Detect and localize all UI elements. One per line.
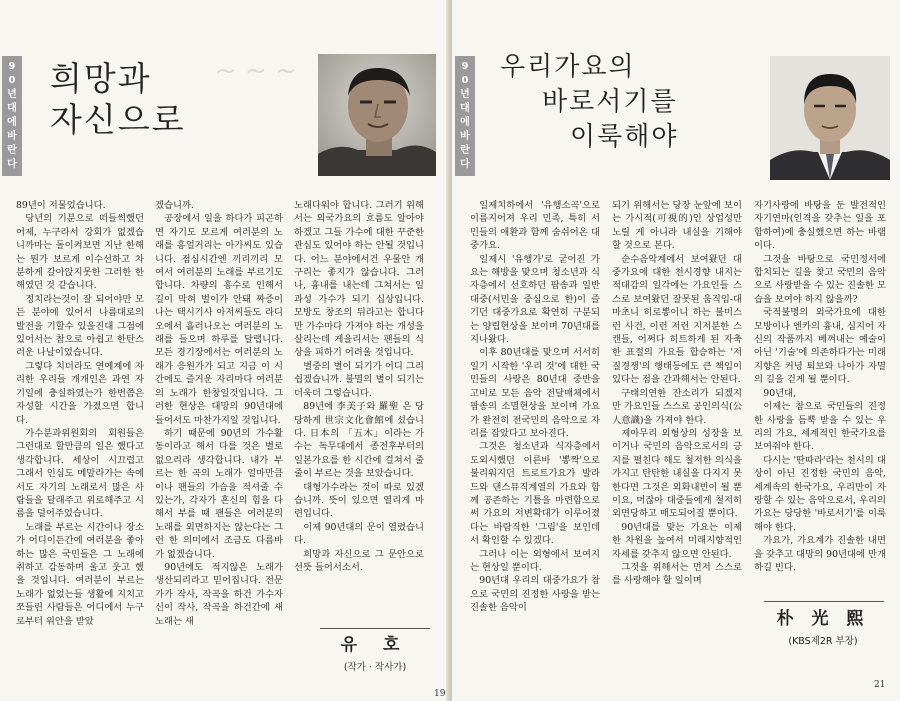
title-line: 희망과 (50, 59, 152, 98)
paragraph: 90년대를 맞는 가요는 이제 한 차원을 높여서 미래지향적인 자세를 갖추지 않으면 안된다. (612, 521, 742, 560)
author-name: 유 호 (340, 635, 410, 655)
author-photo-left (318, 54, 436, 176)
paragraph: 89년이 저물었습니다. (16, 200, 106, 211)
paragraph: 그것은 청소년과 식자층에서 도외시했던 이른바 '뽕짝'으로 불리워지던 트로트가요가 발라드와 댄스뮤직계열의 가요와 함께 공존하는 기틀을 마련함으로써 가요의 저변확대가 이루어졌다는 바람직한 '그림'을 보인데서 확인할 수 있겠다. (470, 441, 600, 547)
paragraph: 순수음악계에서 보여왔던 대중가요에 대한 천시경향 내지는 적대감의 일각에는 가요인들 스스로 보여왔던 잘못된 움직임-대마초니 히로뽕이니 하는 불미스런 사건, 이런 저런 지저분한 스캔들, 어쩌다 히트하게 된 자축한 표절의 가요들 합승하는 '저질경쟁'의 행태등에도 큰 책임이 있다는 점을 간과해서는 안된다. (612, 253, 742, 386)
paragraph: 자기사랑에 바탕을 둔 발전적인 자기연마(인격을 갖추는 일을 포함하여)에 충실했으면 하는 바램이다. (754, 200, 886, 252)
left-page (0, 0, 448, 701)
tab-char: 0 (8, 75, 16, 86)
tab-char: 9 (461, 61, 469, 72)
paragraph: 되기 위해서는 당장 눈앞에 보이는 가시적(可視的)인 상업성만 노릴 게 아니라 내실을 기해야 할 것으로 본다. (612, 200, 742, 252)
paragraph: 가요가, 가요계가 진솔한 내면을 갖추고 대망의 90년대에 만개하길 빈다. (754, 535, 886, 573)
author-divider (764, 601, 884, 602)
paragraph: 노래다워야 합니다. 그러기 위해서는 외국가요의 흐름도 알아야 하겠고 그들 가수에 대한 꾸준한 관심도 있어야 하는 안될 것입니다. 어느 분야에서건 우물안 개구리는 좋지가 않습니다. 그러나, 흉내를 내는데 그쳐서는 일과성 가수가 되기 십상입니다. 모방도 창조의 뒤라고는 합니다만 가수마다 가져야 하는 개성을 살리는데 게을리서는 팬들의 식상을 피하기 어려울 것입니다. (294, 200, 424, 359)
article-title-left (50, 58, 186, 140)
tab-char: 다 (7, 159, 17, 170)
title-line: 우리가요의 (500, 52, 636, 82)
page-number-left: 19 (434, 689, 446, 699)
paragraph: 90년대, (763, 387, 797, 399)
text-column-right-3 (754, 199, 886, 599)
title-line: 자신으로 (50, 100, 186, 139)
section-tab-left (2, 56, 22, 176)
author-photo-right (770, 56, 890, 180)
tab-char: 에 (7, 117, 17, 128)
paragraph: 희망과 자신으로 그 문안으로 선뜻 들어서소서. (294, 548, 424, 573)
text-column-right-2 (612, 199, 742, 689)
paragraph: 정치라는것이 잘 되어야만 모든 분야에 있어서 나름대로의 발전을 기할수 있을진대 그점에 있어서는 참으로 아쉽고 한탄스러운 나날이었습니다. (16, 293, 144, 359)
tab-char: 대 (7, 103, 17, 114)
paragraph: 이제 90년대의 문이 열렸습니다. (294, 521, 424, 547)
author-role: (작가 · 작사가) (343, 662, 407, 673)
author-byline-left (310, 630, 440, 673)
text-column-right-1 (470, 199, 600, 689)
paragraph: 일제시 '유행가'로 굳어진 가요는 해방을 맞으며 청소년과 식자층에서 선호하던 팝송과 일반대중(서민을 중심으로 한)이 즐기던 대중가요로 확연히 구분되는 양립현상을 보이며 70년대를 지나왔다. (470, 253, 600, 346)
paragraph: 구태의연한 잔소리가 되겠지만 가요인들 스스로 공인의식(公人意識)을 가져야 한다. (612, 387, 742, 426)
paragraph: 제아무리 외형상의 성장을 보이거나 국민의 음악으로서의 긍지를 펼친다 해도 철저한 의식을 가지고 탄탄한 내실을 다지지 못한다면 그것은 외화내빈이 될 뿐이요, 머잖아 대중들에게 철저히 외면당하고 매도되어질 뿐이다. (612, 427, 742, 520)
paragraph: 하기 때문에 90년의 가수활동이라고 해서 다를 것은 별로 없으리라 생각합니다. 내가 부르는 한 곡의 노래가 얼마만큼이나 팬들의 가슴을 적셔줄 수 있는가, 각자가 혼신의 힘을 다해서 부를 때 팬들은 여러분의 노래를 외면하지는 않는다는 그런 한 의미에서 조금도 다름바가 없겠습니다. (155, 427, 283, 560)
author-byline-right (758, 604, 888, 647)
paragraph: 겠습니까. (155, 200, 194, 211)
paragraph: 이제는 참으로 국민들의 진정한 사랑을 듬뿍 받을 수 있는 우리의 가요, 세계적인 한국가요를 보여줘야 한다. (754, 401, 886, 453)
paragraph: 그러나 이는 외형에서 보여지는 현상일 뿐이다. (470, 548, 600, 573)
tab-char: 년 (7, 89, 17, 100)
paragraph: 그것을 바탕으로 국민정서에 합치되는 길을 찾고 국민의 음악으로 사랑받을 수 있는 진솔한 모습을 보여야 하지 않을까? (754, 253, 886, 305)
section-tab-right (455, 56, 475, 176)
author-name: 朴 光 熙 (776, 609, 870, 629)
paragraph: 당년의 기분으로 떠들썩했던 어제, 누구라서 강회가 없겠습니까마는 돌이켜보면 지난 한해는 뭔가 보르게 이수선하고 차분하게 갈아앉지못한 그러한 한해였던 것 같습니다. (16, 213, 144, 292)
paragraph: 국적불명의 외국가요에 대한 모방이나 엔카의 흉내, 심지어 자신의 작품까지 베껴내는 예술이 아닌 '기술'에 의존하다가는 미래지향은 커녕 퇴보와 나아가 자멸의 길을 걷게 될 뿐이다. (754, 307, 886, 386)
paragraph: 대형가수라는 것이 따로 있겠습니까. 뜻이 있으면 열리게 마련입니다. (294, 481, 424, 520)
page-number-right: 21 (874, 680, 886, 690)
tab-char: 9 (8, 61, 16, 72)
paragraph: 그렇다 치더라도 연예계에 자리한 우리들 개개인은 과연 자기일에 충실하였는가 한번쯤은 자성할 시간을 가졌으면 합니다. (16, 360, 144, 426)
paragraph: 90년대 우리의 대중가요가 참으로 국민의 진정한 사랑을 받는 진솔한 음악이 (470, 575, 600, 614)
tab-char: 대 (460, 103, 470, 114)
paragraph: 89년에 李美子와 羅聖 은 당당하게 世宗文化會館에 섰습니다. 日本의 「五木」이라는 가수는 독무대에서 종전후부터의 일본가요를 한 시간에 걸쳐서 줄줄이 부르는 것을 보았습니다. (294, 401, 424, 480)
tab-char: 년 (460, 89, 470, 100)
tab-char: 바 (460, 131, 470, 142)
right-page (452, 0, 900, 701)
article-title-right (492, 50, 678, 155)
text-column-left-1 (16, 199, 144, 689)
tab-char: 란 (460, 145, 470, 156)
paragraph: 다시는 '딴따라'라는 천시의 대상이 아닌 진정한 국민의 음악, 세계속의 한국가요, 우리만이 자랑할 수 있는 음악으로서, 우리의 가요는 당당한 '바로서기'를 이룩해야 한다. (754, 454, 886, 533)
text-column-left-3 (294, 199, 424, 619)
tab-char: 란 (7, 145, 17, 156)
tab-char: 바 (7, 131, 17, 142)
tab-char: 0 (461, 75, 469, 86)
paragraph: 90년에도 적지않은 노래가 생산되리라고 믿어집니다. 전문가가 작사, 작곡을 하건 가수자신이 작사, 작곡을 하건간에 새노래는 새 (155, 561, 283, 627)
title-line: 이룩해야 (570, 122, 679, 152)
paragraph: 이후 80년대를 맞으며 서서히 일기 시작한 '우리 것'에 대한 국민들의 사랑은 80년대 중반을 고비로 모든 음악 전달매체에서 팝송의 소멸현상을 보이며 가요가 완전히 전국민의 음악으로 자리를 잡았다고 보아진다. (470, 347, 600, 439)
paragraph: 가수분과위원회의 회원들은 그런대로 할만큼의 일은 했다고 생각합니다. 세상이 시끄럽고 그래서 인심도 메말라가는 속에서도 자기의 노래로서 많은 사람들을 달래주고 위로해주고 시름을 덜어주었습니다. (16, 427, 144, 520)
tab-char: 다 (460, 159, 470, 170)
author-role: (KBS제2R 부장) (788, 636, 858, 647)
paragraph: 공장에서 일을 하다가 피곤하면 자기도 모르게 여러분의 노래를 흥얼거리는 아가씨도 있습니다. 점심시간엔 끼리끼리 모여서 여러분의 노래를 부르기도 합니다. 차량의 홍수로 인해서 길이 막혀 벌이가 안돼 짜증이 나는 택시기사 아저씨들도 라디오에서 흘러나오는 여러분의 노래를 들으며 하루를 달랩니다. 모든 경기장에서는 여러분의 노래가 응원가가 되고 지금 이 시간에도 즐거운 자리마다 여러분의 노래가 한창일것입니다. 그러한 현상은 대망의 90년대에 들어서도 마찬가지일 것입니다. (155, 213, 283, 426)
paragraph: 노래를 부르는 시간이나 장소가 어디이든간에 여러분을 좋아하는 많은 국민들은 그 노래에 취하고 감동하며 울고 웃고 했을 것입니다. 여러분이 부르는 노래가 없었는들 생활에 지치고 쪼들린 사람들은 어디에서 누구로부터 위안을 받았 (16, 521, 144, 627)
tab-char: 에 (460, 117, 470, 128)
title-line: 바로서기를 (542, 87, 678, 117)
paragraph: 그것을 위해서는 먼저 스스로를 사랑해야 할 일이며 (612, 561, 742, 587)
background-ghost-text: ~ ~ ~ (215, 56, 297, 86)
paragraph: 별중의 별이 되기가 어디 그리 쉽겠습니까. 불멸의 별이 되기는 더욱더 그렇습니다. (294, 360, 424, 399)
text-column-left-2 (155, 199, 283, 689)
paragraph: 일제치하에서 '유행소곡'으로 이름지어져 우리 민족, 특히 서민들의 애환과 함께 숨쉬어온 대중가요. (470, 200, 600, 252)
author-divider (320, 628, 430, 629)
